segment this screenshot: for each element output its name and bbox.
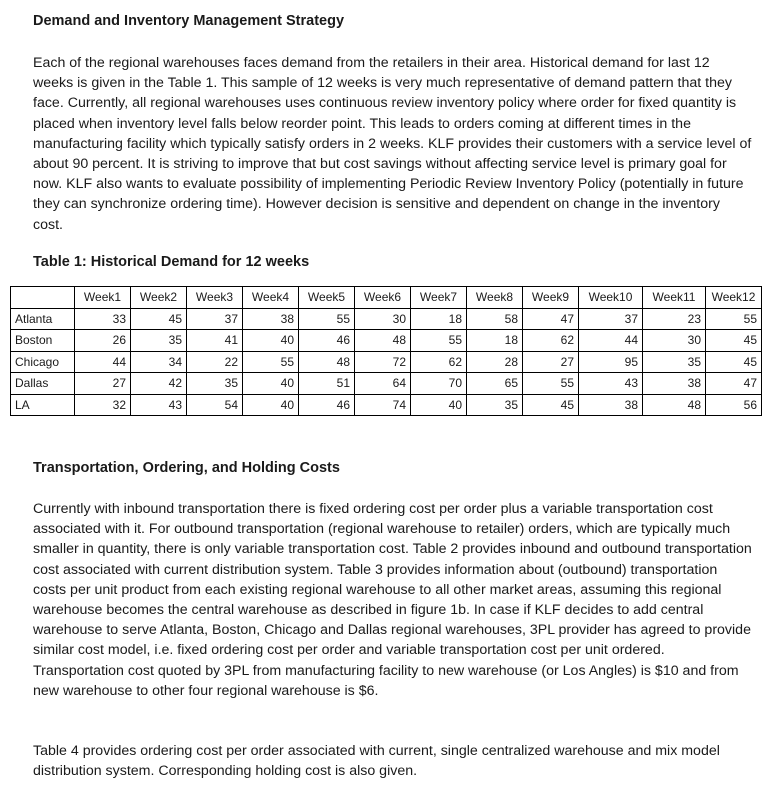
table-cell: 23 bbox=[643, 308, 706, 330]
row-label-city: Dallas bbox=[11, 373, 75, 395]
row-label-city: Chicago bbox=[11, 351, 75, 373]
section-title-costs: Transportation, Ordering, and Holding Costs bbox=[33, 460, 340, 476]
paragraph-demand: Each of the regional warehouses faces demand from the retailers in their area. Historical demand for last 12 weeks is given in the Table 1. This sample of 12 weeks is very much representative of demand pattern that they face. Currently, all regional warehouses uses continuous review inventory policy where order for fixed quantity is placed when inventory level falls below reorder point. This leads to orders coming at different times in the manufacturing facility which typically satisfy orders in 2 weeks. KLF provides their customers with a service level of about 90 percent. It is striving to improve that but cost savings without affecting service level is primary goal for now. KLF also wants to evaluate possibility of implementing Periodic Review Inventory Policy (potentially in future they can synchronize ordering time). However decision is sensitive and dependent on change in the inventory cost. bbox=[33, 55, 752, 233]
table-cell: 41 bbox=[187, 330, 243, 352]
table-cell: 42 bbox=[131, 373, 187, 395]
table-cell: 22 bbox=[187, 351, 243, 373]
table-cell: 46 bbox=[299, 394, 355, 416]
table-cell: 33 bbox=[75, 308, 131, 330]
table-cell: 70 bbox=[411, 373, 467, 395]
column-header: Week10 bbox=[579, 287, 643, 309]
table-cell: 35 bbox=[187, 373, 243, 395]
table-cell: 34 bbox=[131, 351, 187, 373]
table-cell: 72 bbox=[355, 351, 411, 373]
paragraph-costs-1: Currently with inbound transportation there is fixed ordering cost per order plus a variable transportation cost associated with it. For outbound transportation (regional warehouse to retailer) orders, which are typically much smaller in quantity, there is only variable transportation cost. Table 2 provides inbound and outbound transportation cost associated with current distribution system. Table 3 provides information about (outbound) transportation costs per unit product from each existing regional warehouse to all other market areas, assuming this regional warehouse becomes the central warehouse as described in figure 1b. In case if KLF decides to add central warehouse to serve Atlanta, Boston, Chicago and Dallas regional warehouses, 3PL provider has agreed to provide similar cost model, i.e. fixed ordering cost per order and variable transportation cost per unit ordered. Transportation cost quoted by 3PL from manufacturing facility to new warehouse (or Los Angles) is $10 and from new warehouse to other four regional warehouse is $6. bbox=[33, 501, 752, 699]
table-corner-cell bbox=[11, 287, 75, 309]
column-header: Week12 bbox=[706, 287, 762, 309]
demand-table bbox=[10, 286, 762, 416]
table-cell: 62 bbox=[523, 330, 579, 352]
table-cell: 27 bbox=[75, 373, 131, 395]
table-cell: 38 bbox=[243, 308, 299, 330]
table-cell: 38 bbox=[643, 373, 706, 395]
table-cell: 40 bbox=[243, 373, 299, 395]
table-cell: 35 bbox=[467, 394, 523, 416]
table-cell: 55 bbox=[706, 308, 762, 330]
table-cell: 58 bbox=[467, 308, 523, 330]
table-cell: 55 bbox=[299, 308, 355, 330]
table-cell: 40 bbox=[411, 394, 467, 416]
table-cell: 43 bbox=[579, 373, 643, 395]
table-cell: 35 bbox=[131, 330, 187, 352]
column-header: Week5 bbox=[299, 287, 355, 309]
table-cell: 55 bbox=[411, 330, 467, 352]
table1-caption: Table 1: Historical Demand for 12 weeks bbox=[33, 254, 310, 270]
table-cell: 54 bbox=[187, 394, 243, 416]
table-cell: 45 bbox=[523, 394, 579, 416]
table-cell: 40 bbox=[243, 394, 299, 416]
table-cell: 18 bbox=[411, 308, 467, 330]
table-cell: 44 bbox=[75, 351, 131, 373]
table-cell: 51 bbox=[299, 373, 355, 395]
table-cell: 40 bbox=[243, 330, 299, 352]
table-cell: 44 bbox=[579, 330, 643, 352]
table-cell: 48 bbox=[355, 330, 411, 352]
table-cell: 37 bbox=[187, 308, 243, 330]
paragraph-costs-2: Table 4 provides ordering cost per order associated with current, single centralized warehouse and mix model distribution system. Corresponding holding cost is also given. bbox=[33, 743, 720, 780]
table-cell: 38 bbox=[579, 394, 643, 416]
table-cell: 65 bbox=[467, 373, 523, 395]
table-cell: 30 bbox=[643, 330, 706, 352]
table-cell: 43 bbox=[131, 394, 187, 416]
table-cell: 48 bbox=[299, 351, 355, 373]
table-row bbox=[11, 373, 762, 395]
column-header: Week4 bbox=[243, 287, 299, 309]
column-header: Week3 bbox=[187, 287, 243, 309]
column-header: Week7 bbox=[411, 287, 467, 309]
table-cell: 55 bbox=[523, 373, 579, 395]
column-header: Week11 bbox=[643, 287, 706, 309]
table-cell: 37 bbox=[579, 308, 643, 330]
table-cell: 47 bbox=[706, 373, 762, 395]
table-cell: 46 bbox=[299, 330, 355, 352]
table-cell: 26 bbox=[75, 330, 131, 352]
table-cell: 30 bbox=[355, 308, 411, 330]
table-header-row bbox=[11, 287, 762, 309]
table-cell: 55 bbox=[243, 351, 299, 373]
table-cell: 95 bbox=[579, 351, 643, 373]
table-cell: 45 bbox=[706, 330, 762, 352]
table-cell: 56 bbox=[706, 394, 762, 416]
table-cell: 27 bbox=[523, 351, 579, 373]
column-header: Week8 bbox=[467, 287, 523, 309]
table-cell: 35 bbox=[643, 351, 706, 373]
table-row bbox=[11, 308, 762, 330]
column-header: Week1 bbox=[75, 287, 131, 309]
row-label-city: LA bbox=[11, 394, 75, 416]
column-header: Week6 bbox=[355, 287, 411, 309]
table-cell: 48 bbox=[643, 394, 706, 416]
table-cell: 74 bbox=[355, 394, 411, 416]
table-cell: 64 bbox=[355, 373, 411, 395]
table-cell: 28 bbox=[467, 351, 523, 373]
table-cell: 32 bbox=[75, 394, 131, 416]
table-cell: 62 bbox=[411, 351, 467, 373]
table-cell: 45 bbox=[131, 308, 187, 330]
table-cell: 47 bbox=[523, 308, 579, 330]
column-header: Week2 bbox=[131, 287, 187, 309]
table-row bbox=[11, 330, 762, 352]
table-cell: 18 bbox=[467, 330, 523, 352]
table-row bbox=[11, 351, 762, 373]
row-label-city: Atlanta bbox=[11, 308, 75, 330]
table-row bbox=[11, 394, 762, 416]
row-label-city: Boston bbox=[11, 330, 75, 352]
table-cell: 45 bbox=[706, 351, 762, 373]
section-title-demand: Demand and Inventory Management Strategy bbox=[33, 13, 345, 29]
column-header: Week9 bbox=[523, 287, 579, 309]
